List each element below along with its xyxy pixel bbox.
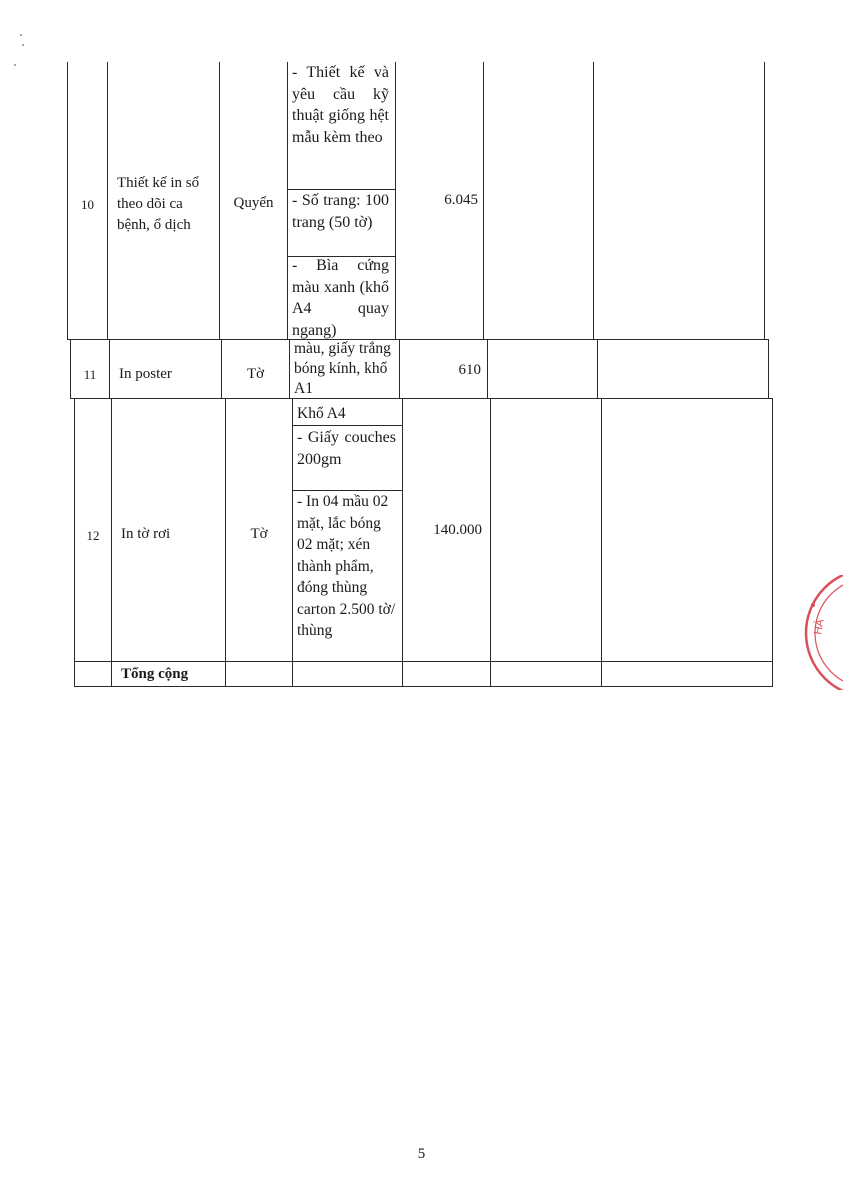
row-divider xyxy=(70,398,773,399)
stamp-text: HÀ xyxy=(812,618,827,636)
table-border xyxy=(490,398,491,687)
table-border xyxy=(289,339,290,398)
stamp-graphic xyxy=(800,575,843,690)
item-name: Thiết kế in sổ theo dõi ca bệnh, ổ dịch xyxy=(117,175,200,233)
table-border xyxy=(487,339,488,398)
item-spec: - Số trang: 100 trang (50 tờ) xyxy=(292,192,389,231)
spec-divider xyxy=(292,425,403,426)
table-border xyxy=(772,398,773,687)
page-number: 5 xyxy=(417,1146,426,1162)
item-quantity: 610 xyxy=(458,362,481,378)
item-unit: Tờ xyxy=(246,366,265,382)
row-number: 11 xyxy=(83,367,97,382)
item-spec: - In 04 mầu 02 mặt, lắc bóng 02 mặt; xén thành phẩm, đóng thùng carton 2.500 tờ/ thùng xyxy=(297,493,396,639)
table-border xyxy=(764,62,765,339)
official-stamp xyxy=(800,575,843,690)
table-border xyxy=(601,398,602,687)
total-label: Tổng cộng xyxy=(121,666,189,682)
scan-speck xyxy=(22,44,24,46)
item-spec: - Bìa cứng màu xanh (khổ A4 quay ngang) xyxy=(292,257,389,339)
item-spec: - Thiết kế và yêu cầu kỹ thuật giống hệt mẫu kèm theo xyxy=(292,64,389,146)
item-quantity: 6.045 xyxy=(444,192,478,208)
table-border xyxy=(768,339,769,398)
item-unit: Tờ xyxy=(250,526,268,542)
table-bottom-border xyxy=(74,686,773,687)
scan-speck xyxy=(14,64,16,66)
scan-speck xyxy=(20,34,22,36)
table-border xyxy=(107,62,108,339)
row-number: 10 xyxy=(81,197,94,212)
row-number: 12 xyxy=(86,528,100,543)
table-border xyxy=(292,398,293,687)
table-border xyxy=(402,398,403,687)
item-name: In poster xyxy=(119,366,172,382)
table-border xyxy=(483,62,484,339)
table-border xyxy=(593,62,594,339)
item-spec: màu, giấy trắng bóng kính, khổ A1 xyxy=(294,340,391,397)
table-border xyxy=(597,339,598,398)
item-name: In tờ rơi xyxy=(121,526,171,542)
item-quantity: 140.000 xyxy=(433,522,482,538)
row-divider xyxy=(74,661,773,662)
item-spec: Khổ A4 xyxy=(297,405,346,422)
item-spec: - Giấy couches 200gm xyxy=(297,429,396,468)
table-border xyxy=(287,62,288,339)
table-border xyxy=(109,339,110,398)
table-border xyxy=(111,398,112,687)
item-unit: Quyển xyxy=(233,195,274,211)
row-divider xyxy=(67,339,769,340)
